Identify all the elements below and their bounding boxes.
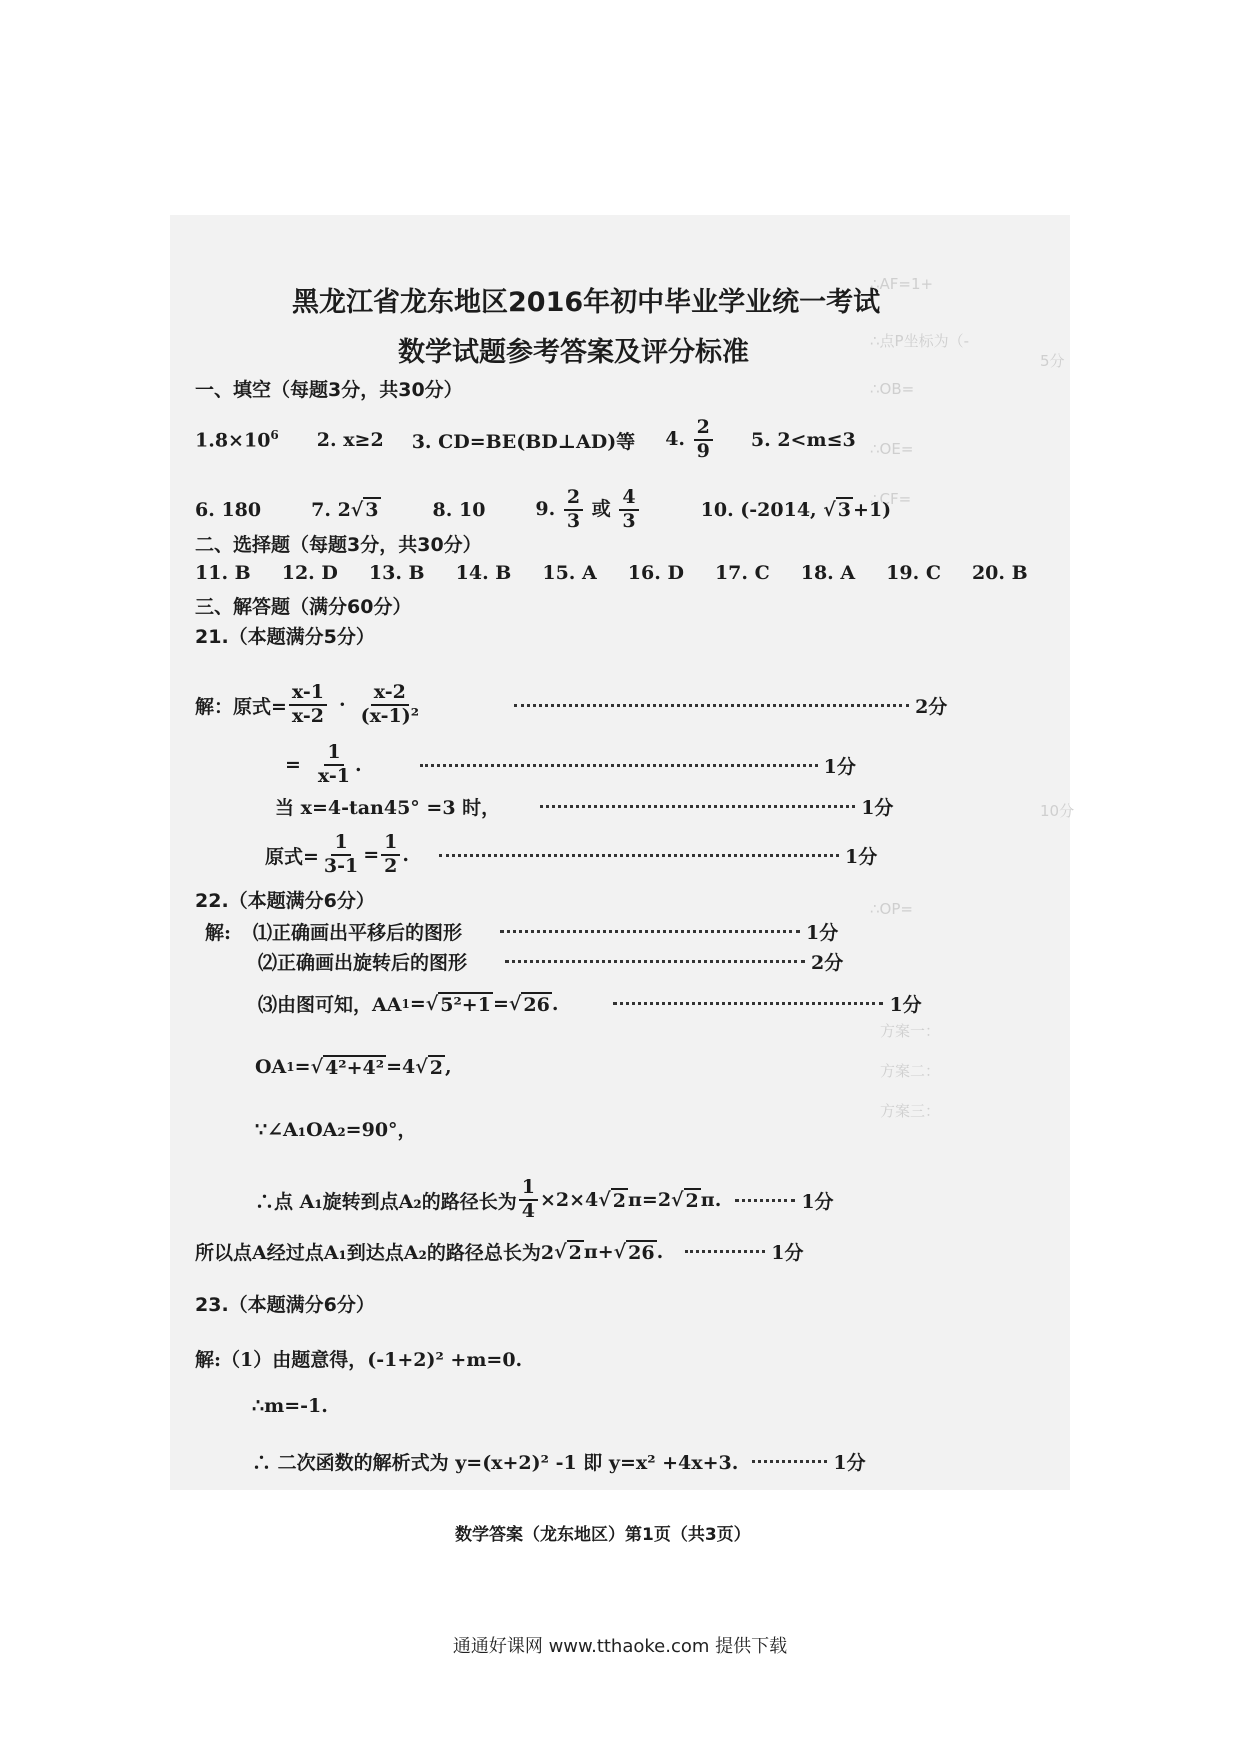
- ghost-text: 方案三：: [880, 1102, 941, 1120]
- score: 1分: [771, 1242, 804, 1264]
- choice-answer: 11. B: [195, 562, 251, 584]
- section2-heading: 二、选择题（每题3分，共30分）: [195, 534, 482, 556]
- answer-q10: 10. (-2014, √ 3 +1): [700, 499, 892, 521]
- q22-line4: OA 1 = √ 4²+4² =4 √ 2 ,: [255, 1056, 452, 1079]
- section3-heading: 三、解答题（满分60分）: [195, 596, 412, 618]
- score: 2分: [915, 695, 948, 718]
- fill-row-1: [195, 410, 856, 470]
- answer-q6: 6. 180: [195, 499, 262, 521]
- score: 1分: [806, 922, 839, 944]
- q23-line3: ∴ 二次函数的解析式为 y=(x+2)² -1 即 y=x² +4x+3. 1分: [252, 1448, 866, 1475]
- q23-line2: ∴m=-1.: [252, 1395, 328, 1417]
- ghost-text: ∴CF=: [870, 490, 912, 508]
- score: 1分: [801, 1190, 834, 1213]
- ghost-text: ∴AF=1+: [870, 275, 934, 293]
- ghost-text: 方案一：: [880, 1022, 941, 1040]
- download-watermark: 通通好课网 www.tthaoke.com 提供下载: [452, 1636, 788, 1657]
- page-subtitle: 数学试题参考答案及评分标准: [398, 337, 749, 368]
- q22-step1: 解: ⑴正确画出平移后的图形 1分: [205, 918, 838, 945]
- score: 1分: [889, 994, 922, 1016]
- answer-q1: $1.8\times 10^6$: [195, 428, 279, 452]
- answer-q7: 7. 2√ 3: [311, 499, 379, 521]
- ghost-text: ∴OP=: [870, 900, 913, 918]
- q23-line1: 解:（1）由题意得，(-1+2)² +m=0.: [195, 1349, 523, 1371]
- choice-answer: 14. B: [455, 562, 512, 584]
- page-title: 黑龙江省龙东地区2016年初中毕业学业统一考试: [292, 287, 881, 318]
- answer-q9: 9. $\frac{2}{3}$ 或 $\frac{4}{3}$: [535, 487, 640, 533]
- q22-line6: ∴点 A₁旋转到点A₂的路径长为 $\frac{1}{4}$ ×2×4 √ 2 π=2 √ 2 π. 1分: [255, 1176, 834, 1222]
- choice-answers: [195, 562, 1028, 584]
- score: 1分: [823, 755, 856, 778]
- ghost-text: ∴点P坐标为（-: [870, 332, 970, 350]
- q22-line7: 所以点A经过点A₁到达点A₂的路径总长为2 √ 2 π+ √ 26 . 1分: [195, 1238, 803, 1265]
- q22-line5: ∵∠A₁OA₂=90°，: [255, 1119, 417, 1141]
- q21-line3: 当 x=4-tan45° =3 时， 1分: [275, 793, 893, 820]
- score: 1分: [845, 845, 878, 868]
- q22-step3: ⑶由图可知，AA 1 = √ 5²+1 = √ 26 . 1分: [258, 990, 922, 1017]
- choice-answer: 17. C: [714, 562, 770, 584]
- q23-heading: 23.（本题满分6分）: [195, 1294, 375, 1316]
- choice-answer: 19. C: [886, 562, 941, 584]
- choice-answer: 20. B: [971, 562, 1028, 584]
- answer-q2: 2. x≥2: [316, 429, 384, 451]
- ghost-text: 5分: [1040, 352, 1065, 370]
- answer-q3: 3. CD=BE(BD⊥AD)等: [411, 430, 636, 453]
- choice-answer: 12. D: [281, 562, 338, 584]
- answer-q5: 5. 2<m≤3: [750, 429, 856, 451]
- answer-q8: 8. 10: [432, 499, 486, 521]
- choice-answer: 18. A: [800, 562, 856, 584]
- q22-heading: 22.（本题满分6分）: [195, 890, 375, 912]
- answer-q4: 4. $\frac{2}{9}$: [665, 417, 715, 463]
- section1-heading: 一、填空（每题3分，共30分）: [195, 379, 463, 401]
- score: 2分: [811, 952, 844, 974]
- score: 1分: [861, 797, 894, 819]
- q21-line1: 解：原式= $\frac{x-1}{x-2}$ · $\frac{x-2}{\text{(x-1)²}}$ 2分: [195, 681, 948, 727]
- page-footer: 数学答案（龙东地区）第1页（共3页）: [455, 1525, 751, 1545]
- choice-answer: 16. D: [627, 562, 684, 584]
- ghost-text: ∴OE=: [870, 440, 914, 458]
- score: 1分: [833, 1452, 866, 1474]
- q21-line4: 原式= $\frac{1}{3-1}$ = $\frac{1}{2}$ . 1分: [265, 831, 878, 877]
- ghost-text: 方案二：: [880, 1062, 941, 1080]
- ghost-text: 10分: [1040, 802, 1075, 820]
- choice-answer: 13. B: [368, 562, 425, 584]
- q21-line2: = $\frac{1}{x-1}$ . 1分: [285, 741, 856, 787]
- ghost-text: ∴OB=: [870, 380, 915, 398]
- choice-answer: 15. A: [542, 562, 597, 584]
- q21-heading: 21.（本题满分5分）: [195, 626, 375, 648]
- q22-step2: ⑵正确画出旋转后的图形 2分: [258, 948, 843, 975]
